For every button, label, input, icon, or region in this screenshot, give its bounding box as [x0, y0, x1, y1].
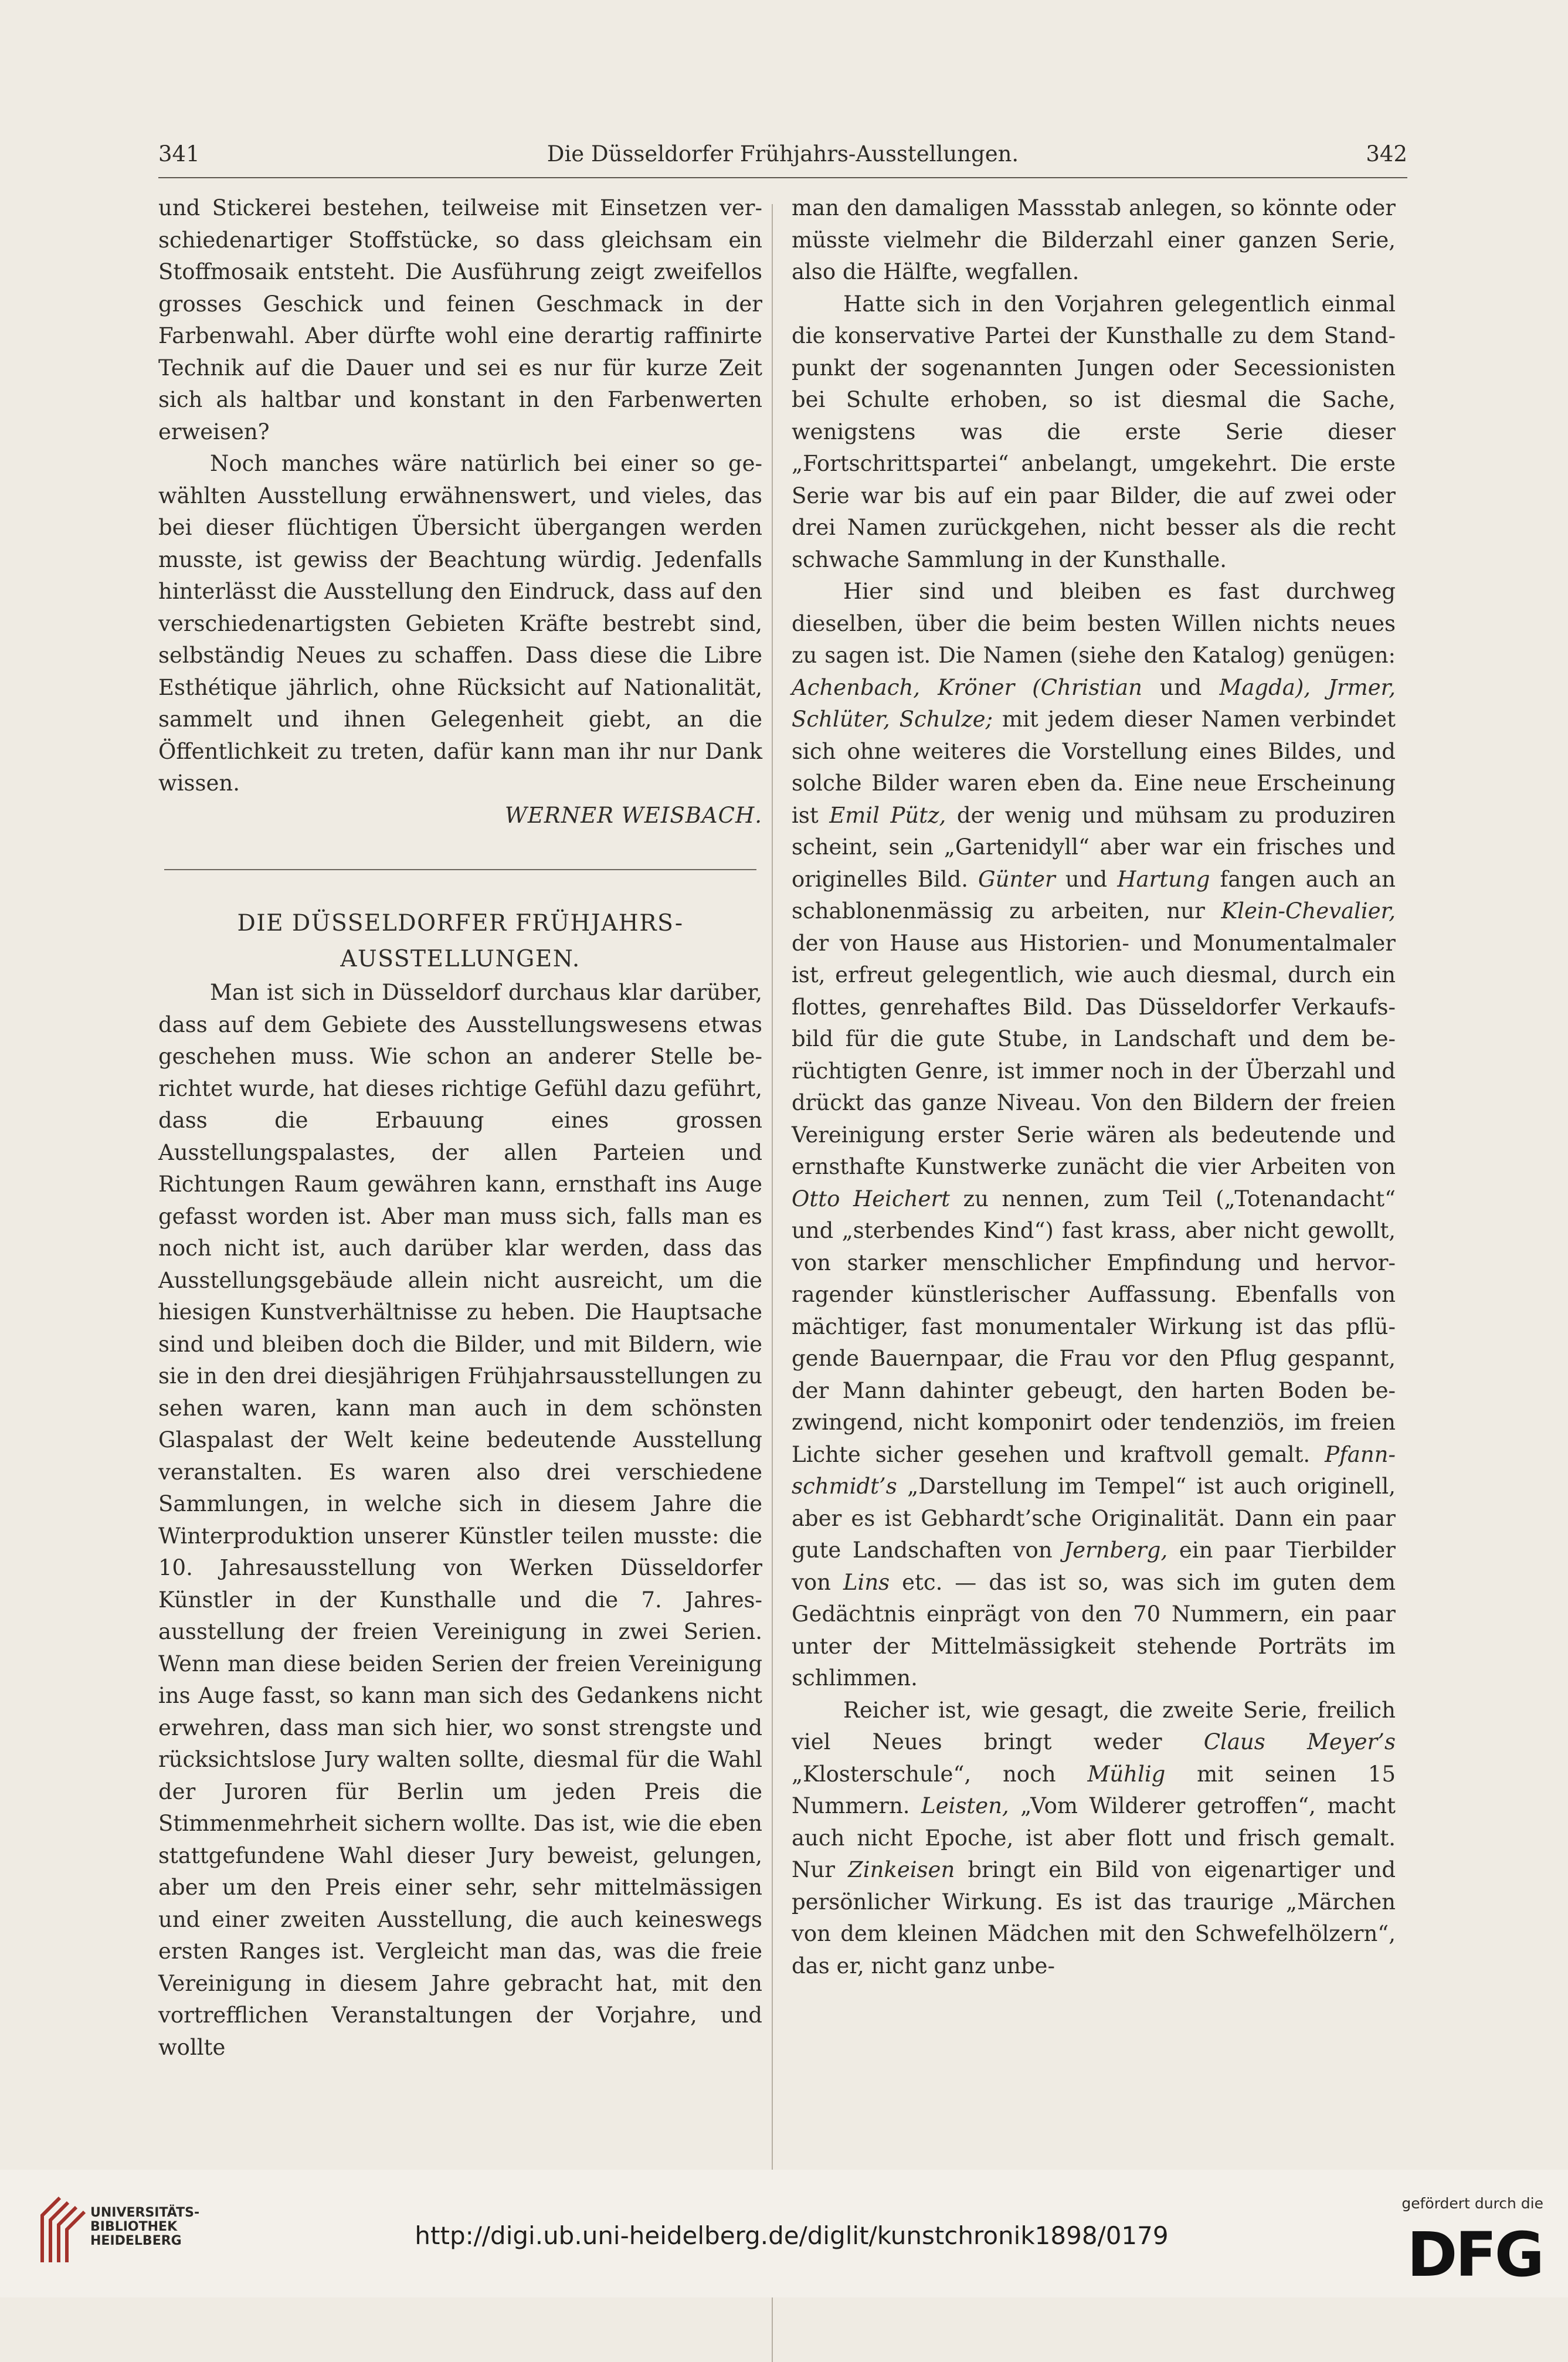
artist-name: Magda), Jrmer, Schlüter, Schulze; — [792, 674, 1396, 732]
paragraph: Man ist sich in Düsseldorf durchaus klar darüber, dass auf dem Gebiete des Ausstellungswesens etwas geschehen muss. Wie schon an anderer Stelle berichtet wurde, hat dieses richtige Gefühl dazu geführt, dass die Erbauung eines grossen Ausstellungspalastes, der allen Parteien und Richtungen Raum gewähren kann, ernsthaft ins Auge gefasst worden ist. Aber man muss sich, falls man es noch nicht ist, auch darüber klar werden, dass das Ausstellungsgebäude allein nicht ausreicht, um die hiesigen Kunstverhältnisse zu heben. Die Hauptsache sind und bleiben doch die Bilder, und mit Bildern, wie sie in den drei diesjährigen Frühjahrsausstellungen zu sehen waren, kann man auch in dem schönsten Glaspalast der Welt keine bedeutende Ausstellung veranstalten. Es waren also drei verschiedene Sammlungen, in welche sich in diesem Jahre die Winterproduktion unserer Künstler teilen musste: die 10. Jahresausstellung von Werken Düsseldorfer Künstler in der Kunsthalle und die 7. Jahresausstellung der freien Vereinigung in zwei Serien. Wenn man diese beiden Serien der freien Vereinigung ins Auge fasst, so kann man sich des Gedankens nicht erwehren, dass man sich hier, wo sonst strengste und rücksichtslose Jury walten sollte, diesmal für die Wahl der Juroren für Berlin um jeden Preis die Stimmenmehrheit sichern wollte. Das ist, wie die eben stattgefundene Wahl dieser Jury beweist, gelungen, aber um den Preis einer sehr, sehr mittelmässigen und einer zweiten Ausstellung, die auch keineswegs ersten Ranges ist. Vergleicht man das, was die freie Vereinigung in diesem Jahre gebracht hat, mit den vortrefflichen Veranstaltungen der Vorjahre, und wollte — [158, 980, 762, 2060]
artist-name: Lins — [843, 1569, 890, 1595]
right-column — [792, 192, 1396, 1982]
artist-name: Emil Pütz, — [829, 802, 946, 828]
library-name-line: BIBLIOTHEK — [90, 2220, 178, 2234]
artist-name: Claus Meyer’s — [1203, 1729, 1396, 1754]
signature-line — [158, 800, 762, 832]
page-number-right: 342 — [1366, 141, 1407, 167]
text: Hier sind und bleiben es fast durchweg dieselben, über die beim besten Willen nichts neues zu sagen ist. Die Namen (siehe den Katalog) genügen: — [792, 579, 1396, 668]
text: zu nennen, zum Teil („Totenandacht“ und „sterbendes Kind“) fast krass, aber nicht gewollt, von starker menschlicher Empfindung und hervorragender künstlerischer Auffassung. Ebenfalls von mächtiger, fast monumentaler Wirkung ist das pflügende Bauernpaar, die Frau vor den Pflug gespannt, der Mann dahinter gebeugt, den harten Boden bezwingend, nicht komponirt oder tendenziös, im freien Lichte sicher gesehen und kraftvoll gemalt. — [792, 1186, 1396, 1467]
artist-name: Jernberg, — [1064, 1538, 1168, 1563]
university-library-logo-icon — [36, 2192, 89, 2268]
header-rule — [158, 177, 1407, 178]
artist-name: Otto Heichert — [792, 1186, 950, 1211]
text: und — [1055, 866, 1118, 892]
artist-name: Hartung — [1117, 866, 1210, 892]
paragraph — [792, 576, 1396, 1695]
dfg-logo: DFG — [1407, 2219, 1542, 2290]
page-number-left: 341 — [158, 141, 200, 167]
text: mit seinen 15 Nummern. — [792, 1761, 1396, 1818]
text: Reicher ist, wie gesagt, die zweite Serie, freilich viel Neues bringt weder — [792, 1697, 1396, 1754]
author-signature: WERNER WEISBACH. — [504, 802, 762, 828]
column-divider — [772, 204, 773, 2362]
article-title-line: DIE DÜSSELDORFER FRÜHJAHRS- — [237, 910, 684, 936]
text: etc. — das ist so, was sich im guten dem Gedächtnis einprägt von den 70 Nummern, ein paar unter der Mittelmässigkeit stehende Porträts im schlimmen. — [792, 1569, 1396, 1691]
paragraph — [792, 1695, 1396, 1983]
text: der von Hause aus Historien- und Monumentalmaler ist, erfreut gelegentlich, wie auch diesmal, durch ein flottes, genrehaftes Bild. Das Düsseldorfer Verkaufsbild für die gute Stube, in Landschaft und dem berüchtigten Genre, ist immer noch in der Überzahl und drückt das ganze Niveau. Von den Bildern der freien Vereinigung erster Serie wären als bedeutende und ernsthafte Kunstwerke zunächt die vier Arbeiten von — [792, 930, 1396, 1179]
artist-name: Mühlig — [1087, 1761, 1166, 1787]
paragraph: man den damaligen Massstab anlegen, so könnte oder müsste vielmehr die Bilderzahl einer ganzen Serie, also die Hälfte, wegfallen. — [792, 195, 1396, 284]
paragraph: Hatte sich in den Vorjahren gelegentlich einmal die konservative Partei der Kunsthalle zu dem Standpunkt der sogenannten Jungen oder Secessionisten bei Schulte erhoben, so ist diesmal die Sache, wenigstens was die erste Serie dieser „Fortschrittspartei“ anbelangt, umgekehrt. Die erste Serie war bis auf ein paar Bilder, die auf zwei oder drei Namen zurückgehen, nicht besser als die recht schwache Sammlung in der Kunsthalle. — [792, 291, 1396, 572]
text: der wenig und mühsam zu produziren scheint, sein „Gartenidyll“ aber war ein frisches und originelles Bild. — [792, 802, 1396, 892]
text: fangen auch an schablonenmässig zu arbeiten, nur — [792, 866, 1396, 924]
funding-note: gefördert durch die — [1401, 2195, 1543, 2212]
source-url-link[interactable]: http://digi.ub.uni-heidelberg.de/diglit/kunstchronik1898/0179 — [415, 2221, 1169, 2250]
library-name — [90, 2206, 199, 2248]
paragraph: und Stickerei bestehen, teilweise mit Einsetzen verschiedenartiger Stoffstücke, so dass gleichsam ein Stoffmosaik entsteht. Die Ausführung zeigt zweifellos grosses Geschick und feinen Geschmack in der Farbenwahl. Aber dürfte wohl eine derartig raffinirte Technik auf die Dauer und sei es nur für kurze Zeit sich als haltbar und konstant in den Farbenwerten erweisen? — [158, 195, 762, 444]
running-title: Die Düsseldorfer Frühjahrs-Ausstellungen. — [547, 141, 1019, 167]
artist-name: Zinkeisen — [848, 1857, 955, 1882]
library-name-line: HEIDELBERG — [90, 2234, 182, 2248]
artist-name: Günter — [978, 866, 1055, 892]
article-title — [158, 905, 762, 977]
text: „Darstellung im Tempel“ ist auch originell, aber es ist Gebhardt’sche Originalität. Dann ein paar gute Landschaften von — [792, 1474, 1396, 1563]
artist-name: Leisten, — [921, 1793, 1009, 1818]
library-name-line: UNIVERSITÄTS- — [90, 2205, 200, 2220]
artist-name: Achenbach, Kröner (Christian — [792, 674, 1142, 700]
text: ein paar Tierbilder von — [792, 1538, 1396, 1595]
text: und — [1142, 674, 1220, 700]
article-title-line: AUSSTELLUNGEN. — [340, 946, 581, 972]
left-column — [158, 192, 762, 2064]
running-header — [158, 134, 1407, 175]
text: bringt ein Bild von eigenartiger und persönlicher Wirkung. Es ist das traurige „Märchen von dem kleinen Mädchen mit den Schwefelhölzern“, das er, nicht ganz unbe- — [792, 1857, 1396, 1978]
text: mit jedem dieser Namen verbindet sich ohne weiteres die Vorstellung eines Bildes, und solche Bilder waren eben da. Eine neue Erscheinung ist — [792, 707, 1396, 828]
section-separator — [164, 869, 756, 870]
artist-name: Klein-Chevalier, — [1221, 898, 1396, 924]
paragraph: Noch manches wäre natürlich bei einer so gewählten Ausstellung erwähnenswert, und vieles, das bei dieser flüchtigen Übersicht übergangen werden musste, ist gewiss der Beachtung würdig. Jedenfalls hinterlässt die Ausstellung den Eindruck, dass auf den verschiedenartigsten Gebieten Kräfte bestrebt sind, selbständig Neues zu schaffen. Dass diese die Libre Esthétique jährlich, ohne Rücksicht auf Nationalität, sammelt und ihnen Gelegenheit giebt, an die Öffentlichkeit zu treten, dafür kann man ihr nur Dank wissen. — [158, 451, 762, 796]
artist-name: Pfannschmidt’s — [792, 1441, 1396, 1499]
text: „Vom Wilderer getroffen“, macht auch nicht Epoche, ist aber flott und frisch gemalt. Nur — [792, 1793, 1396, 1882]
text: „Klosterschule“, noch — [792, 1761, 1088, 1787]
